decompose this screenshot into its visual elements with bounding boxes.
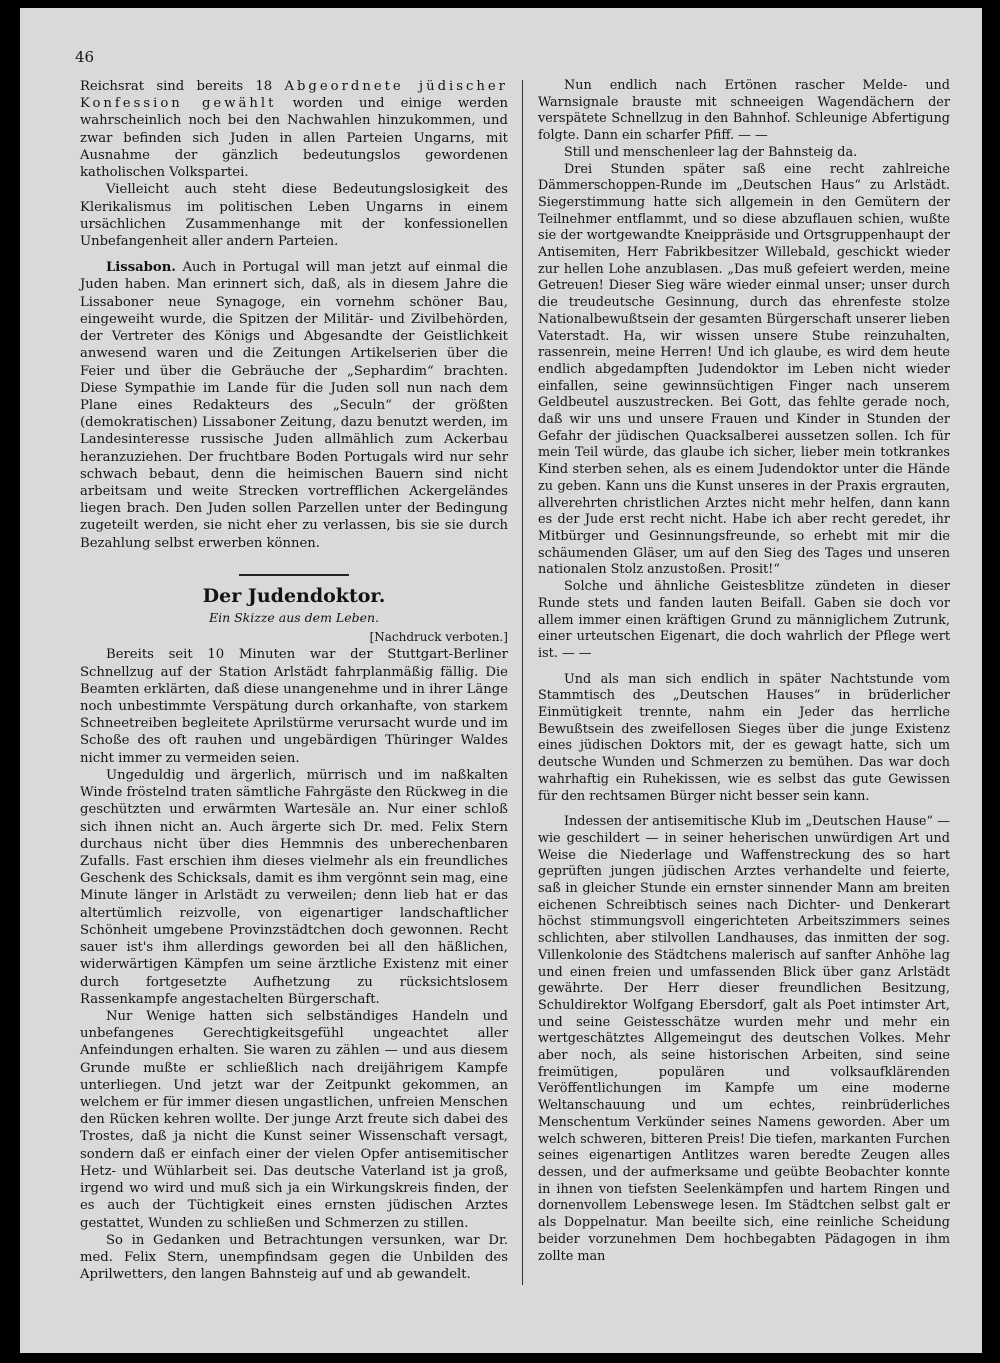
page-number: 46 xyxy=(75,48,95,66)
story-title: Der Judendoktor. xyxy=(202,584,386,607)
story-paragraph-1: Bereits seit 10 Minuten war der Stuttgart-Berliner Schnellzug auf der Station Arlstädt fahrplanmäßig fällig. Die Beamten erklärten, daß diese unangenehme und in ihrer Länge noch unbestimmte Verspätung durch orkanhafte, von starkem Schneetreiben begleitete Aprilstürme verursacht wurde und im Schoße des oft rauhen und ungebärdigen Thüringer Waldes nicht immer zu vermeiden seien. xyxy=(80,647,508,766)
story-paragraph-7: Drei Stunden später saß eine recht zahlreiche Dämmerschoppen-Runde im „Deutschen Haus“ zu Arlstädt. Siegerstimmung hatte sich allgemein in den Gemütern der Teilnehmer entflammt, und so diese abzuflauen schien, wußte sie der wortgewandte Kneippräside und Ortsgruppenhaupt der Antisemiten, Herr Fabrikbesitzer Willebald, geschickt wieder zur hellen Lohe anzublasen. „Das muß gefeiert werden, meine Getreuen! Dieser Sieg wäre wieder einmal unser; unser durch die treudeutsche Gesinnung, durch das ehrenfeste stolze Nationalbewußtsein der gesamten Bürgerschaft unserer lieben Vaterstadt. Ha, wir wissen unsere Stube reinzuhalten, rassenrein, meine Herren! Und ich glaube, es wird dem heute endlich abgedampften Judendoktor im Leben nicht wieder einfallen, seine gewinnsüchtigen Finger nach unserem Geldbeutel auszustrecken. Bei Gott, das fehlte gerade noch, daß wir uns und unsere Frauen und Kinder in Stunden der Gefahr der jüdischen Quacksalberei aussetzen sollen. Ich für mein Teil würde, das glaube ich sicher, lieber mein totkrankes Kind sterben sehen, als es einem Judendoktor unter die Hände zu geben. Kann uns die Kunst unseres in der Praxis ergrauten, allverehrten christlichen Arztes nicht mehr helfen, dann kann es der Jude erst recht nicht. Habe ich aber recht geredet, ihr Mitbürger und Gesinnungsfreunde, so erhebt mit mir die schäumenden Gläser, um auf den Sieg des Tages und unseren nationalen Stolz anzustoßen. Prosit!“ xyxy=(538,161,950,578)
paragraph-text: worden und einige werden wahrscheinlich noch bei den Nachwahlen hinzukommen, und zwar befinden sich Juden in allen Parteien Ungarns, mit Ausnahme der gänzlich bedeutungslos gewordenen katholischen Volkspartei. xyxy=(80,96,508,181)
paragraph-reichsrat xyxy=(80,78,508,181)
story-paragraph-8: Solche und ähnliche Geistesblitze zündeten in dieser Runde stets und fanden lauten Beifall. Gaben sie doch vor allem immer einen kräftigen Grund zu männiglichem Zutrunk, einer urteutschen Eigenart, die doch wahrlich der Pflege wert ist. — — xyxy=(538,579,950,661)
story-paragraph-3: Nur Wenige hatten sich selbständiges Handeln und unbefangenes Gerechtigkeitsgefühl ungeachtet aller Anfeindungen erhalten. Sie waren zu zählen — und aus diesem Grunde mußte er schließlich nach dreijährigem Kampfe unterliegen. Und jetzt war der Zeitpunkt gekommen, an welchem er für immer diesen ungastlichen, unfreien Menschen den Rücken kehren wollte. Der junge Arzt freute sich dabei des Trostes, daß ja nicht die Kunst seiner Wissenschaft versagt, sondern daß er einfach einer der vielen Opfer antisemitischer Hetz- und Wühlarbeit sei. Das deutsche Vaterland ist ja groß, irgend wo wird und muß sich ja ein Wirkungskreis finden, der es auch der Tüchtigkeit eines ernsten jüdischen Arztes gestattet, Wunden zu schließen und Schmerzen zu stillen. xyxy=(80,1008,508,1231)
column-divider xyxy=(522,80,523,1285)
paragraph-klerikalismus: Vielleicht auch steht diese Bedeutungslosigkeit des Klerikalismus im politischen Leben Ungarns in einem ursächlichen Zusammenhange mit der konfessionellen Unbefangenheit aller andern Parteien. xyxy=(80,182,508,249)
paragraph-lissabon xyxy=(80,259,508,552)
right-column xyxy=(538,78,950,1265)
story-paragraph-6: Still und menschenleer lag der Bahnsteig da. xyxy=(564,144,858,160)
story-paragraph-10: Indessen der antisemitische Klub im „Deutschen Hause“ — wie geschildert — in seiner heherischen unwürdigen Art und Weise die Niederlage und Waffenstreckung des so hart geprüften jungen jüdischen Arztes verhandelte und feierte, saß in gleicher Stunde ein ernster sinnender Mann am breiten eichenen Schreibtisch seines nach Dichter- und Denkerart höchst stimmungsvoll eingerichteten Arbeitszimmers seines schlichten, aber stilvollen Landhauses, das inmitten der sog. Villenkolonie des Städtchens malerisch auf sanfter Anhöhe lag und einen freien und umfassenden Blick über ganz Arlstädt gewährte. Der Herr dieser freundlichen Besitzung, Schuldirektor Wolfgang Ebersdorf, galt als Poet intimster Art, und seine Geistesschätze wurden mehr und mehr ein wertgeschätztes Allgemeingut des deutschen Volkes. Mehr aber noch, als seine historischen Arbeiten, sind seine freimütigen, populären und volksaufklärenden Veröffentlichungen im Kampfe um eine moderne Weltanschauung und um echtes, reinbrüderliches Menschentum Verkünder seines Namens geworden. Aber um welch schweren, bitteren Preis! Die tiefen, markanten Furchen seines eigenartigen Antlitzes waren beredte Zeugen alles dessen, und der aufmerksame und geübte Beobachter konnte in ihnen von tiefsten Seelenkämpfen und hartem Ringen und dornenvollem Lebenswege lesen. Im Städtchen selbst galt er als Doppelnatur. Man beeilte sich, eine reinliche Scheidung beider vorzunehmen Dem hochbegabten Pädagogen in ihm zollte man xyxy=(538,814,950,1264)
story-subtitle: Ein Skizze aus dem Leben. xyxy=(208,609,380,625)
story-paragraph-4: So in Gedanken und Betrachtungen versunken, war Dr. med. Felix Stern, unempfindsam gegen die Unbilden des Aprilwetters, den langen Bahnsteig auf und ab gewandelt. xyxy=(80,1232,508,1283)
left-column xyxy=(80,78,508,1283)
section-rule xyxy=(239,574,349,576)
newspaper-page xyxy=(20,8,982,1353)
reprint-notice: [Nachdruck verboten.] xyxy=(369,630,508,645)
paragraph-text: Reichsrat sind bereits 18 xyxy=(80,79,285,94)
spaced-emphasis: Abgeordnete jüdischer Konfession gewählt xyxy=(80,79,508,112)
story-paragraph-2: Ungeduldig und ärgerlich, mürrisch und im naßkalten Winde fröstelnd traten sämtliche Fahrgäste den Rückweg in die geschützten und erwärmten Wartesäle an. Nur einer schloß sich ihnen nicht an. Auch ärgerte sich Dr. med. Felix Stern durchaus nicht über dies Hemmnis des unberechenbaren Zufalls. Fast erschien ihm dieses vielmehr als ein freundliches Geschenk des Schicksals, damit es ihm vergönnt sein mag, eine Minute länger in Arlstädt zu verweilen; denn lieb hat er das altertümlich reizvolle, von eigenartiger landschaftlicher Schönheit umgebene Provinzstädtchen doch gewonnen. Recht sauer ist's ihm allerdings geworden bei all den häßlichen, widerwärtigen Kämpfen um seine ärztliche Existenz mit einer durch fortgesetzte Aufhetzung zu rücksichtslosem Rassenkampfe angestachelten Bürgerschaft. xyxy=(80,767,508,1007)
story-paragraph-5: Nun endlich nach Ertönen rascher Melde- und Warnsignale brauste mit schneeigen Wagendächern der verspätete Schnellzug in den Bahnhof. Schleunige Abfertigung folgte. Dann ein scharfer Pfiff. — — xyxy=(538,78,950,144)
paragraph-text: Auch in Portugal will man jetzt auf einmal die Juden haben. Man erinnert sich, daß, als in diesem Jahre die Lissaboner neue Synagoge, ein vornehm schöner Bau, eingeweiht wurde, die Spitzen der Militär- und Zivilbehörden, der Vertreter des Königs und Abgesandte der Geistlichkeit anwesend waren und die Zeitungen Artikelserien über die Feier und über die Gebräuche der „Sephardim“ brachten. Diese Sympathie im Lande für die Juden soll nun nach dem Plane eines Redakteurs des „Seculn“ der größten (demokratischen) Lissaboner Zeitung, dazu benutzt werden, im Landesinteresse russische Juden allmählich zum Ackerbau heranzuziehen. Der fruchtbare Boden Portugals wird nur sehr schwach bebaut, denn die heimischen Bauern sind nicht arbeitsam und weite Strecken vortrefflichen Ackergeländes liegen brach. Den Juden sollen Parzellen unter der Bedingung zugeteilt werden, sie nicht eher zu verlassen, bis sie sie durch Bezahlung selbst erwerben können. xyxy=(80,260,508,551)
lissabon-heading: Lissabon. xyxy=(106,260,176,276)
story-paragraph-9: Und als man sich endlich in später Nachtstunde vom Stammtisch des „Deutschen Hauses“ in brüderlicher Einmütigkeit trennte, nahm ein Jeder das herrliche Bewußtsein des zweifellosen Sieges über die junge Existenz eines jüdischen Doktors mit, der es gewagt hatte, sich um deutsche Wunden und Schmerzen zu bemühen. Das war doch wahrhaftig ein Ruhekissen, wie es selbst das gute Gewissen für den rechtsamen Bürger nicht besser sein kann. xyxy=(538,671,950,804)
